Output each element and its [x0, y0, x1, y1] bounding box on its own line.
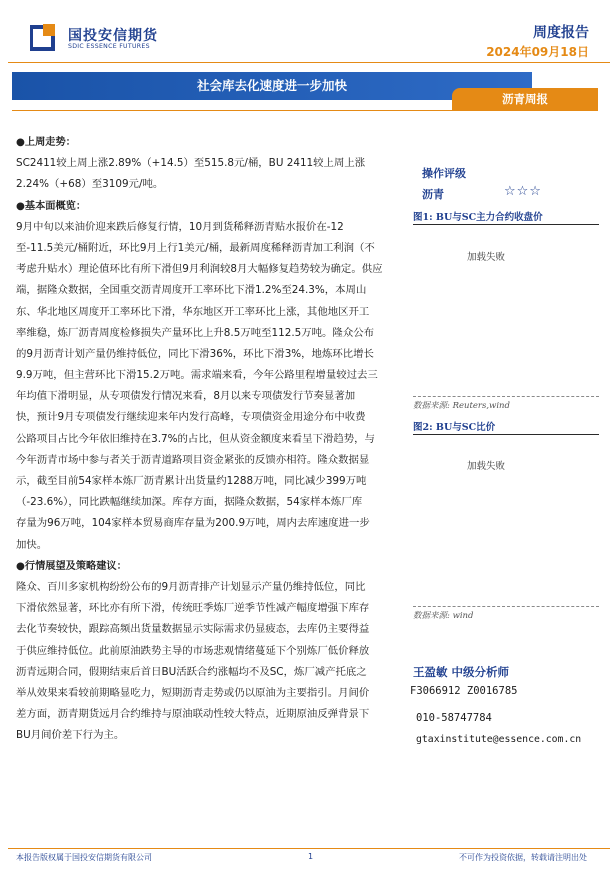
- text-line: 9.9万吨，但主营环比下滑15.2万吨。需求端来看，今年公路里程增量较过去三: [16, 369, 378, 382]
- figure-2-source-rule: [413, 606, 599, 607]
- report-title: 社会库去化速度进一步加快: [196, 78, 347, 93]
- text-line: 今年沥青市场中参与者关于沥青道路项目资金紧张的反馈亦相符。隆众数据显: [16, 453, 370, 466]
- trend-paragraph: [16, 153, 398, 195]
- report-type: 周度报告: [533, 25, 589, 41]
- footer-disclaimer: 不可作为投资依据，转载请注明出处: [459, 853, 587, 862]
- figure-2-placeholder: 加载失败: [467, 461, 506, 472]
- company-logo-icon: [30, 24, 64, 52]
- text-line: 示，截至目前54家样本炼厂沥青累计出货量约1288万吨，同比减少399万吨: [16, 475, 367, 487]
- analyst-phone: 010-58747784: [416, 712, 492, 724]
- figure-2-title: 图2: BU与SC比价: [413, 422, 496, 433]
- report-category-tab: 沥青周报: [452, 88, 598, 110]
- figure-1-placeholder: 加载失败: [467, 252, 506, 263]
- text-line: （-23.6%），同比跌幅继续加深。库存方面，据隆众数据，54家样本炼厂库: [16, 496, 363, 509]
- analyst-license-ids: F3066912 Z0016785: [410, 685, 518, 697]
- text-line: 率维稳，炼厂沥青周度检修损失产量环比上升8.5万吨至112.5万吨。隆众公布: [16, 326, 374, 339]
- company-name: 国投安信期货: [68, 28, 158, 44]
- section-heading-fundamentals: ●基本面概览：: [16, 200, 87, 212]
- analyst-email: gtaxinstitute@essence.com.cn: [416, 734, 582, 745]
- figure-2-rule: [413, 434, 599, 435]
- page-number: 1: [308, 852, 314, 861]
- banner-divider: [12, 110, 598, 111]
- text-line: 存量为96万吨，104家样本贸易商库存量为200.9万吨，周内去库速度进一步: [16, 517, 370, 530]
- outlook-paragraph: [16, 577, 398, 747]
- section-heading-trend: ●上周走势：: [16, 137, 76, 148]
- figure-1-source-rule: [413, 396, 599, 397]
- figure-2-source: 数据来源: wind: [413, 611, 474, 621]
- text-line: 东、华北地区周度开工率环比下滑，华东地区开工率环比上涨，其他地区开工: [16, 305, 370, 318]
- main-text-column: [16, 132, 398, 746]
- text-line: 2.24%（+68）至3109元/吨。: [16, 178, 164, 191]
- text-line: 加快。: [16, 538, 48, 551]
- text-line: 于供应维持低位。此前原油跌势主导的市场悲观情绪蔓延下个别炼厂低价释放: [16, 644, 370, 657]
- text-line: 举从效果来看较前期略显吃力，短期沥青走势或仍以原油为主要指引。月间价: [16, 686, 370, 699]
- text-line: 9月中旬以来油价迎来跌后修复行情，10月到货稀释沥青贴水报价在-12: [16, 220, 344, 233]
- figure-1-title: 图1: BU与SC主力合约收盘价: [413, 212, 543, 223]
- rating-item: 沥青: [422, 188, 444, 201]
- text-line: 隆众、百川多家机构纷纷公布的9月沥青排产计划显示产量仍维持低位，同比: [16, 580, 366, 593]
- text-line: 考虑升贴水）理论值环比有所下滑但9月利润较8月大幅修复趋势较为确定。供应: [16, 263, 383, 276]
- rating-label: 操作评级: [422, 167, 466, 180]
- figure-1-source: 数据来源: Reuters,wind: [413, 401, 510, 411]
- analyst-name: 王盈敏 中级分析师: [413, 665, 510, 679]
- text-line: 下滑依然显著，环比亦有所下滑，传统旺季炼厂逆季节性减产幅度增强下库存: [16, 602, 370, 615]
- section-heading-outlook: ●行情展望及策略建议：: [16, 560, 127, 572]
- text-line: 沥青远期合同，假期结束后首日BU活跃合约涨幅均不及SC，炼厂减产托底之: [16, 665, 367, 678]
- text-line: BU月间价差下行为主。: [16, 729, 125, 742]
- text-line: 公路项目占比今年依旧维持在3.7%的占比，但从资金额度来看呈下滑趋势，与: [16, 432, 375, 445]
- text-line: 的9月沥青计划产量仍维持低位，同比下滑36%，环比下滑3%，地炼环比增长: [16, 347, 374, 360]
- report-date: 2024年09月18日: [486, 45, 589, 59]
- footer-copyright: 本报告版权属于国投安信期货有限公司: [16, 853, 152, 862]
- text-line: 年均值下滑明显，从专项债发行情况来看，8月以来专项债发行节奏显著加: [16, 390, 356, 403]
- rating-stars: ☆☆☆: [504, 184, 542, 199]
- text-line: 至-11.5美元/桶附近，环比9月上行1美元/桶，最新周度稀释沥青加工利润（不: [16, 241, 375, 254]
- company-name-en: SDIC ESSENCE FUTURES: [68, 43, 150, 50]
- header-divider: [8, 62, 610, 63]
- text-line: 端，据隆众数据，全国重交沥青周度开工率环比下滑1.2%至24.3%，本周山: [16, 284, 367, 297]
- text-line: SC2411较上周上涨2.89%（+14.5）至515.8元/桶，BU 2411较上周上涨: [16, 157, 366, 170]
- footer-divider: [8, 848, 610, 849]
- figure-1-rule: [413, 224, 599, 225]
- text-line: 差方面，沥青期货远月合约维持与原油联动性较大特点，近期原油反弹背景下: [16, 708, 370, 721]
- text-line: 快，预计9月专项债发行继续迎来年内发行高峰，专项债资金用途分布中收费: [16, 411, 366, 424]
- text-line: 去化节奏较快，跟踪高频出货量数据显示实际需求仍显疲态，去库仍主要得益: [16, 623, 370, 636]
- fundamentals-paragraph: [16, 217, 398, 556]
